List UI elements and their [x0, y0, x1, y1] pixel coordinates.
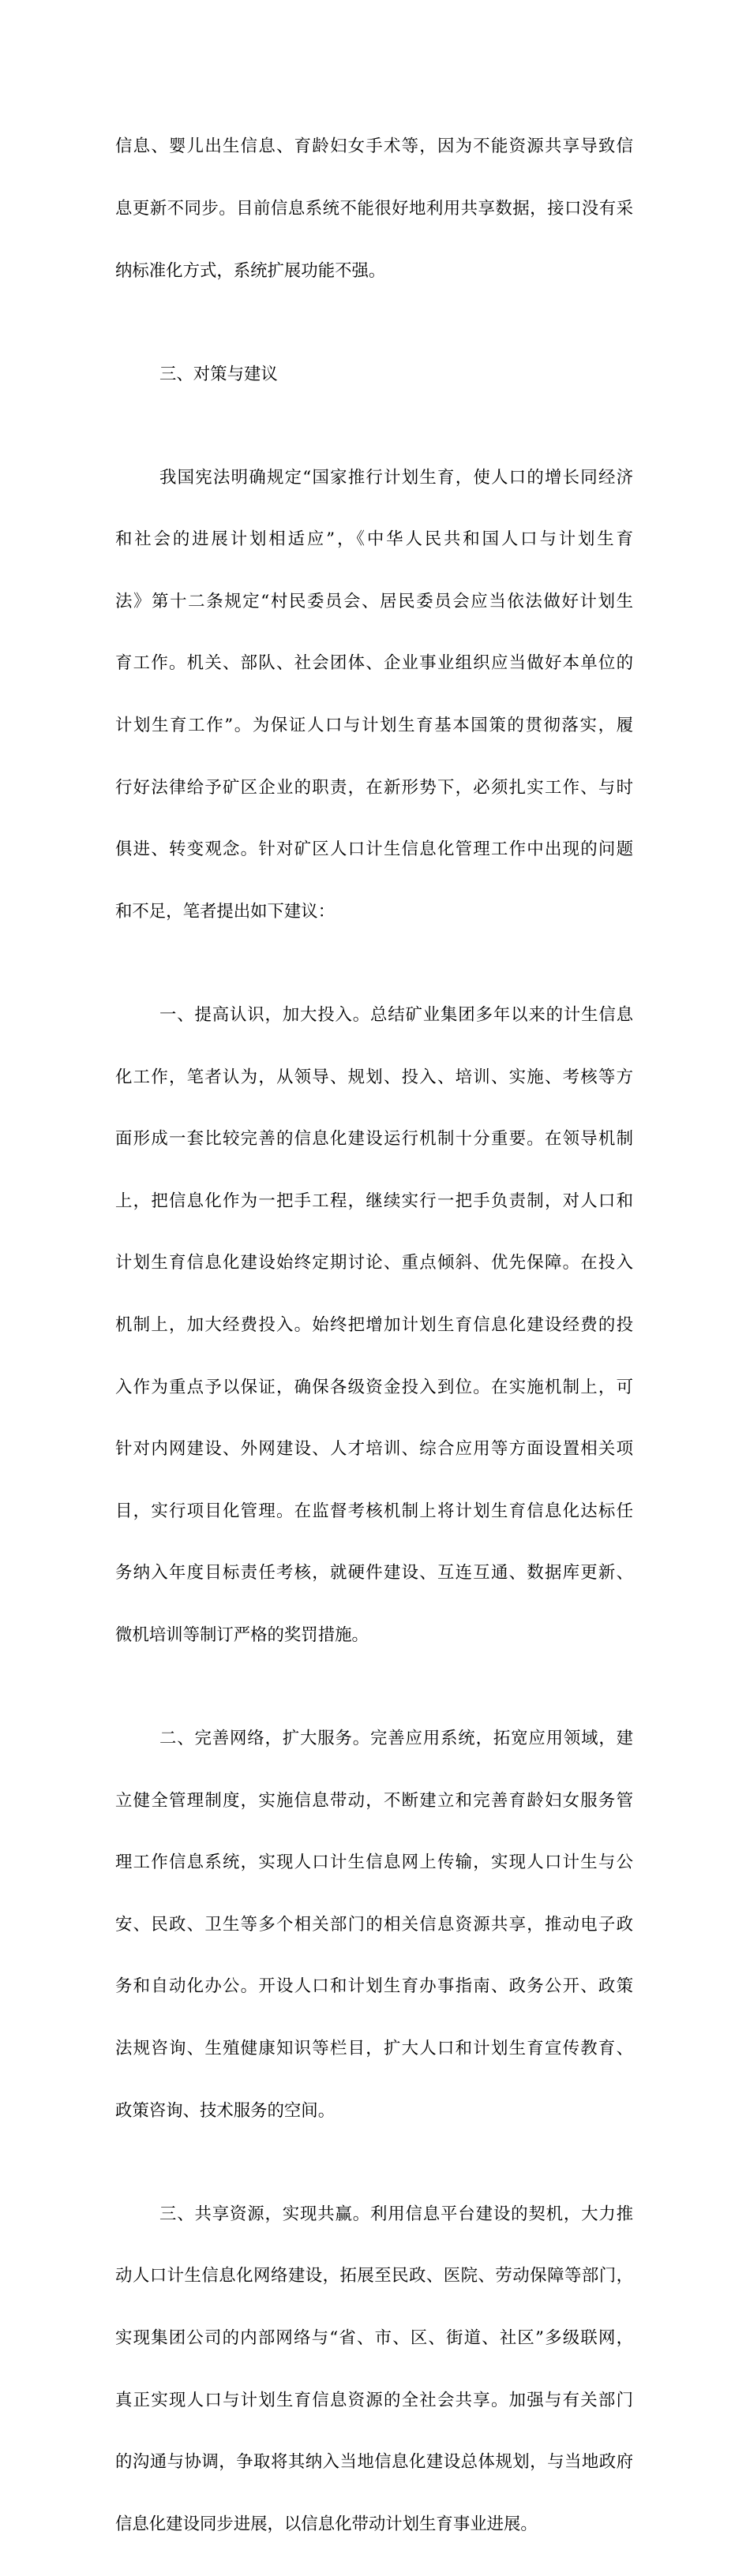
paragraph-line: 计划生育信息化建设始终定期讨论、重点倾斜、优先保障。在投入: [115, 1253, 633, 1273]
paragraph-6: [115, 2163, 633, 2576]
paragraph-line: 立健全管理制度，实施信息带动，不断建立和完善育龄妇女服务管: [115, 1790, 633, 1811]
paragraph-line: 的沟通与协调，争取将其纳入当地信息化建设总体规划，与当地政府: [115, 2452, 633, 2473]
paragraph-line: 入作为重点予以保证，确保各级资金投入到位。在实施机制上，可: [115, 1377, 633, 1397]
paragraph-line: 法规咨询、生殖健康知识等栏目，扩大人口和计划生育宣传教育、: [115, 2039, 633, 2059]
paragraph-line: 育工作。机关、部队、社会团体、企业事业组织应当做好本单位的: [115, 653, 633, 674]
paragraph-line: 三、共享资源，实现共赢。利用信息平台建设的契机，大力推: [159, 2204, 633, 2224]
paragraph-line: 和不足，笔者提出如下建议：: [115, 901, 336, 922]
paragraph-line: 机制上，加大经费投入。始终把增加计划生育信息化建设经费的投: [115, 1314, 633, 1335]
paragraph-1: [115, 95, 633, 323]
paragraph-line: 针对内网建设、外网建设、人才培训、综合应用等方面设置相关项: [115, 1439, 633, 1460]
paragraph-line: 和社会的进展计划相适应”，《中华人民共和国人口与计划生育: [115, 529, 633, 550]
paragraph-line: 息更新不同步。目前信息系统不能很好地利用共享数据，接口没有采: [115, 199, 633, 219]
paragraph-line: 面形成一套比较完善的信息化建设运行机制十分重要。在领导机制: [115, 1129, 633, 1150]
paragraph-line: 化工作，笔者认为，从领导、规划、投入、培训、实施、考核等方: [115, 1067, 633, 1087]
paragraph-line: 二、完善网络，扩大服务。完善应用系统，拓宽应用领域，建: [159, 1729, 633, 1749]
paragraph-line: 真正实现人口与计划生育信息资源的全社会共享。加强与有关部门: [115, 2390, 633, 2410]
document-body: [115, 95, 633, 2576]
paragraph-line: 计划生育工作”。为保证人口与计划生育基本国策的贯彻落实，履: [115, 716, 633, 736]
paragraph-4: [115, 964, 633, 1688]
paragraph-line: 信息、婴儿出生信息、育龄妇女手术等，因为不能资源共享导致信: [115, 136, 633, 157]
paragraph-line: 俱进、转变观念。针对矿区人口计生信息化管理工作中出现的问题: [115, 839, 633, 860]
paragraph-line: 行好法律给予矿区企业的职责，在新形势下，必须扎实工作、与时: [115, 777, 633, 798]
paragraph-line: 务纳入年度目标责任考核，就硬件建设、互连互通、数据库更新、: [115, 1563, 633, 1583]
paragraph-line: 微机培训等制订严格的奖罚措施。: [115, 1625, 369, 1646]
paragraph-line: 我国宪法明确规定“国家推行计划生育，使人口的增长同经济: [159, 467, 633, 488]
paragraph-line: 政策咨询、技术服务的空间。: [115, 2100, 336, 2121]
heading-text: 三、对策与建议: [159, 364, 278, 384]
paragraph-line: 目，实行项目化管理。在监督考核机制上将计划生育信息化达标任: [115, 1501, 633, 1521]
paragraph-3: [115, 426, 633, 963]
paragraph-5: [115, 1688, 633, 2163]
paragraph-line: 理工作信息系统，实现人口计生信息网上传输，实现人口计生与公: [115, 1853, 633, 1873]
paragraph-line: 信息化建设同步进展，以信息化带动计划生育事业进展。: [115, 2514, 538, 2534]
paragraph-line: 务和自动化办公。开设人口和计划生育办事指南、政务公开、政策: [115, 1976, 633, 1997]
paragraph-line: 实现集团公司的内部网络与“省、市、区、街道、社区”多级联网，: [115, 2327, 633, 2348]
paragraph-line: 动人口计生信息化网络建设，拓展至民政、医院、劳动保障等部门，: [115, 2266, 633, 2286]
paragraph-line: 法》第十二条规定“村民委员会、居民委员会应当依法做好计划生: [115, 591, 633, 611]
paragraph-line: 安、民政、卫生等多个相关部门的相关信息资源共享，推动电子政: [115, 1914, 633, 1935]
paragraph-line: 纳标准化方式，系统扩展功能不强。: [115, 260, 386, 281]
paragraph-line: 一、提高认识，加大投入。总结矿业集团多年以来的计生信息: [159, 1004, 633, 1025]
section-heading: [115, 323, 633, 426]
paragraph-line: 上，把信息化作为一把手工程，继续实行一把手负责制，对人口和: [115, 1191, 633, 1211]
